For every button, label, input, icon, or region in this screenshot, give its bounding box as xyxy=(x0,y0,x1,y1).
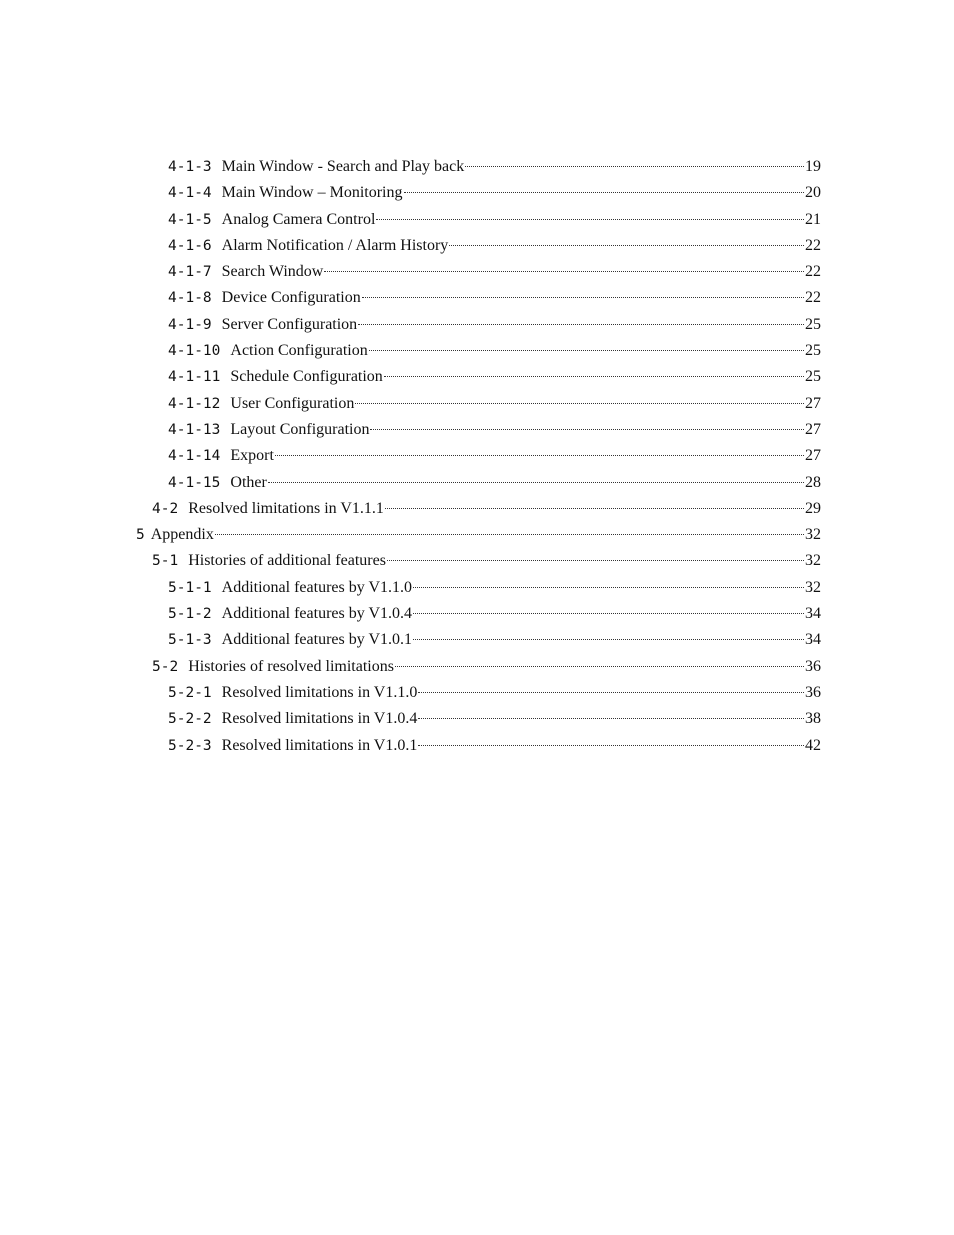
toc-page-number: 42 xyxy=(805,736,821,754)
dot-leader xyxy=(385,494,804,509)
toc-entry-5-1-1[interactable] xyxy=(0,575,821,601)
toc-number: 4-1-12 xyxy=(168,395,221,412)
toc-entry-4-1-4[interactable] xyxy=(0,180,821,206)
dot-leader xyxy=(395,652,804,667)
toc-page-number: 32 xyxy=(805,578,821,596)
toc-entry-4-2[interactable] xyxy=(0,496,821,522)
toc-page-number: 25 xyxy=(805,368,821,386)
toc-entry-5-1-3[interactable] xyxy=(0,627,821,653)
toc-title: Alarm Notification / Alarm History xyxy=(221,236,449,254)
toc-title: Device Configuration xyxy=(221,289,361,307)
toc-number: 4-2 xyxy=(152,500,179,517)
toc-page-number: 27 xyxy=(805,394,821,412)
toc-title: Additional features by V1.1.0 xyxy=(221,578,412,596)
dot-leader xyxy=(449,231,804,246)
toc-title: Schedule Configuration xyxy=(230,368,383,386)
toc-title: Layout Configuration xyxy=(230,420,370,438)
toc-entry-5-2-2[interactable] xyxy=(0,706,821,732)
toc-number: 4-1-10 xyxy=(168,343,221,360)
dot-leader xyxy=(384,362,804,377)
toc-page-number: 20 xyxy=(805,184,821,202)
toc-title: Main Window – Monitoring xyxy=(221,184,403,202)
dot-leader xyxy=(376,205,804,220)
toc-number: 4-1-9 xyxy=(168,316,212,333)
toc-title: Action Configuration xyxy=(230,342,368,360)
toc-entry-4-1-11[interactable] xyxy=(0,364,821,390)
toc-page-number: 28 xyxy=(805,473,821,491)
toc-title: Resolved limitations in V1.0.4 xyxy=(221,710,418,728)
toc-entry-5-2[interactable] xyxy=(0,654,821,680)
toc-page-number: 19 xyxy=(805,158,821,175)
toc-page-number: 22 xyxy=(805,263,821,281)
toc-page-number: 34 xyxy=(805,605,821,623)
toc-page-number: 27 xyxy=(805,420,821,438)
toc-number: 4-1-14 xyxy=(168,448,221,465)
dot-leader xyxy=(413,625,804,640)
toc-entry-5-2-3[interactable] xyxy=(0,733,821,759)
dot-leader xyxy=(268,468,804,483)
dot-leader xyxy=(465,152,804,167)
toc-page-number: 36 xyxy=(805,683,821,701)
toc-number: 5-2 xyxy=(152,658,179,675)
dot-leader xyxy=(275,441,804,456)
dot-leader xyxy=(369,336,804,351)
toc-title: Appendix xyxy=(150,526,214,544)
dot-leader xyxy=(387,546,804,561)
toc-page-number: 27 xyxy=(805,447,821,465)
toc-title: Resolved limitations in V1.0.1 xyxy=(221,736,418,754)
toc-number: 5-1-1 xyxy=(168,579,212,596)
toc-entry-4-1-10[interactable] xyxy=(0,338,821,364)
toc-page-number: 32 xyxy=(805,552,821,570)
toc-entry-4-1-12[interactable] xyxy=(0,391,821,417)
toc-title: Additional features by V1.0.1 xyxy=(221,631,412,649)
toc-number: 5-2-1 xyxy=(168,684,212,701)
dot-leader xyxy=(370,415,804,430)
toc-page-number: 25 xyxy=(805,342,821,360)
dot-leader xyxy=(418,731,804,746)
toc-entry-4-1-15[interactable] xyxy=(0,470,821,496)
toc-title: Resolved limitations in V1.1.0 xyxy=(221,683,418,701)
toc-number: 5 xyxy=(136,527,145,544)
toc-title: Server Configuration xyxy=(221,315,358,333)
toc-number: 4-1-7 xyxy=(168,264,212,281)
toc-title: Histories of resolved limitations xyxy=(188,657,394,675)
toc-entry-5-1-2[interactable] xyxy=(0,601,821,627)
dot-leader xyxy=(418,704,804,719)
dot-leader xyxy=(418,678,804,693)
toc-page-number: 22 xyxy=(805,236,821,254)
dot-leader xyxy=(215,520,804,535)
toc-number: 4-1-8 xyxy=(168,290,212,307)
toc-title: Histories of additional features xyxy=(188,552,386,570)
toc-title: Additional features by V1.0.4 xyxy=(221,605,412,623)
toc-entry-5-1[interactable] xyxy=(0,548,821,574)
toc-entry-4-1-5[interactable] xyxy=(0,207,821,233)
dot-leader xyxy=(404,178,805,193)
toc-title: Other xyxy=(230,473,267,491)
toc-page-number: 21 xyxy=(805,210,821,228)
table-of-contents xyxy=(0,154,954,759)
toc-title: Search Window xyxy=(221,263,324,281)
toc-entry-4-1-9[interactable] xyxy=(0,312,821,338)
dot-leader xyxy=(358,310,804,325)
toc-title: User Configuration xyxy=(230,394,355,412)
toc-number: 4-1-15 xyxy=(168,474,221,491)
toc-entry-4-1-6[interactable] xyxy=(0,233,821,259)
toc-number: 4-1-3 xyxy=(168,159,212,175)
toc-page-number: 36 xyxy=(805,657,821,675)
toc-page-number: 38 xyxy=(805,710,821,728)
toc-number: 4-1-11 xyxy=(168,369,221,386)
toc-page-number: 34 xyxy=(805,631,821,649)
toc-page-number: 22 xyxy=(805,289,821,307)
toc-entry-4-1-14[interactable] xyxy=(0,443,821,469)
toc-title: Export xyxy=(230,447,274,465)
toc-number: 4-1-6 xyxy=(168,237,212,254)
toc-entry-5[interactable] xyxy=(0,522,821,548)
toc-number: 5-1 xyxy=(152,553,179,570)
toc-page-number: 25 xyxy=(805,315,821,333)
toc-number: 4-1-13 xyxy=(168,421,221,438)
toc-number: 5-2-2 xyxy=(168,711,212,728)
toc-number: 5-2-3 xyxy=(168,737,212,754)
dot-leader xyxy=(324,257,804,272)
toc-number: 4-1-4 xyxy=(168,185,212,202)
toc-entry-5-2-1[interactable] xyxy=(0,680,821,706)
toc-page-number: 32 xyxy=(805,526,821,544)
toc-page-number: 29 xyxy=(805,499,821,517)
toc-number: 4-1-5 xyxy=(168,211,212,228)
dot-leader xyxy=(355,389,804,404)
dot-leader xyxy=(413,573,804,588)
toc-title: Analog Camera Control xyxy=(221,210,376,228)
toc-entry-4-1-7[interactable] xyxy=(0,259,821,285)
toc-title: Resolved limitations in V1.1.1 xyxy=(188,499,384,517)
dot-leader xyxy=(413,599,804,614)
toc-entry-4-1-13[interactable] xyxy=(0,417,821,443)
toc-title: Main Window - Search and Play back xyxy=(221,158,465,175)
toc-entry-4-1-8[interactable] xyxy=(0,285,821,311)
toc-number: 5-1-2 xyxy=(168,606,212,623)
toc-entry-4-1-3[interactable] xyxy=(0,154,821,180)
dot-leader xyxy=(362,283,804,298)
toc-number: 5-1-3 xyxy=(168,632,212,649)
